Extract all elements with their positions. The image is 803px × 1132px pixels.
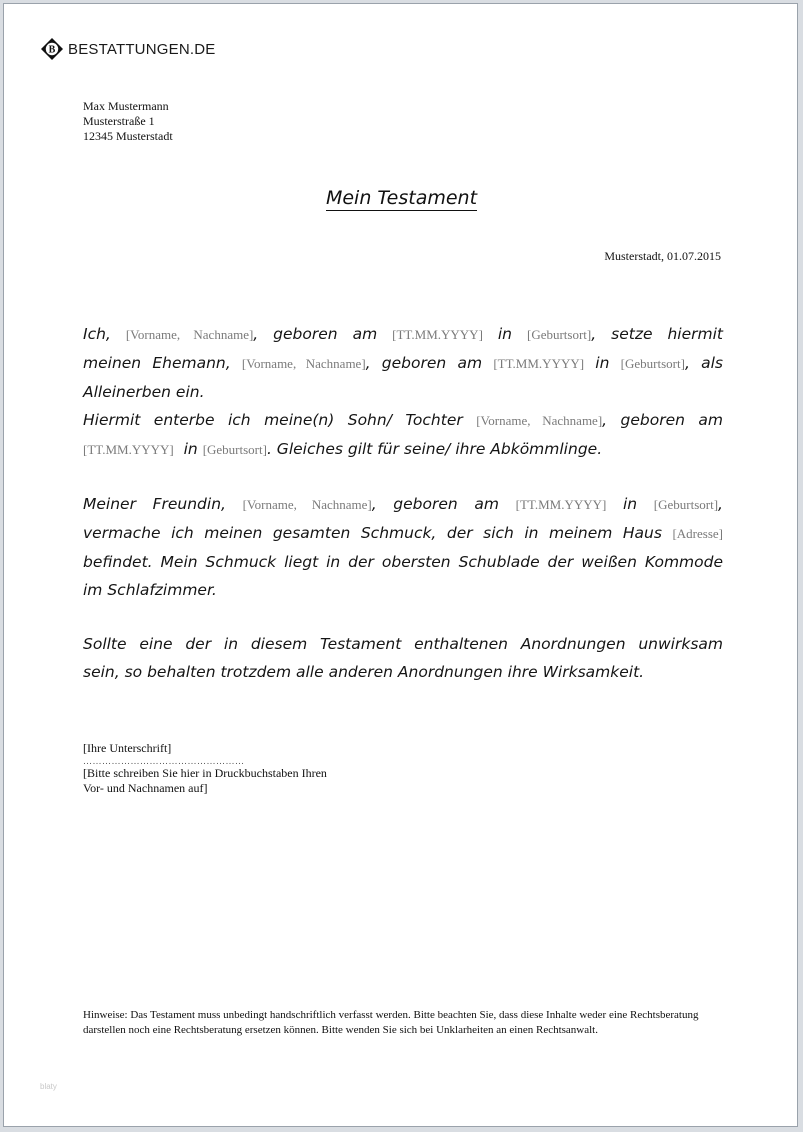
text-line: Hiermit enterbe ich meine(n) Sohn/ Tochter [Vorname, Nachname], geboren am bbox=[83, 411, 724, 429]
text-line: befindet. Mein Schmuck liegt in der obersten Schublade der weißen Kommode bbox=[83, 553, 723, 571]
svg-text:B: B bbox=[48, 44, 56, 56]
sender-city: 12345 Musterstadt bbox=[83, 129, 173, 143]
brand-name: BESTATTUNGEN.DE bbox=[68, 40, 216, 58]
sender-street: Musterstraße 1 bbox=[83, 114, 155, 128]
signature-dotted-line: …………………………………………… bbox=[83, 756, 245, 766]
text-line: Alleinerben ein. bbox=[83, 383, 205, 401]
signature-label: [Ihre Unterschrift] bbox=[83, 741, 172, 755]
print-name-hint: [Bitte schreiben Sie hier in Druckbuchstaben Ihren bbox=[83, 766, 327, 780]
document-page bbox=[3, 3, 798, 1127]
paragraph-heir bbox=[83, 320, 723, 464]
text-line: meinen Ehemann, [Vorname, Nachname], geboren am [TT.MM.YYYY] in [Geburtsort], als bbox=[83, 354, 723, 372]
document-title: Mein Testament bbox=[325, 187, 478, 209]
text-line: im Schlafzimmer. bbox=[83, 581, 217, 599]
place-date: Musterstadt, 01.07.2015 bbox=[604, 249, 721, 263]
sender-address bbox=[83, 99, 173, 144]
legal-notice: Hinweise: Das Testament muss unbedingt handschriftlich verfasst werden. Bitte beachten Sie, dass diese Inhalte weder eine Rechtsberatung darstellen noch eine Rechtsberatung ersetzen können. Bitte wenden Sie sich bei Unklarheiten an einen Rechtsanwalt. bbox=[83, 1009, 699, 1036]
brand-logo[interactable] bbox=[40, 37, 215, 61]
text-line: [TT.MM.YYYY] in [Geburtsort]. Gleiches gilt für seine/ ihre Abkömmlinge. bbox=[83, 440, 603, 458]
text-line: sein, so behalten trotzdem alle anderen Anordnungen ihre Wirksamkeit. bbox=[83, 663, 645, 681]
paragraph-severability bbox=[83, 630, 723, 686]
print-name-hint: Vor- und Nachnamen auf] bbox=[83, 781, 208, 795]
text-line: Sollte eine der in diesem Testament enthaltenen Anordnungen unwirksam bbox=[83, 635, 723, 653]
diamond-logo-icon bbox=[40, 37, 64, 61]
text-line: vermache ich meinen gesamten Schmuck, der sich in meinem Haus [Adresse] bbox=[83, 524, 723, 542]
watermark: blaty bbox=[40, 1082, 57, 1091]
signature-block bbox=[83, 741, 327, 796]
sender-name: Max Mustermann bbox=[83, 99, 169, 113]
paragraph-bequest bbox=[83, 490, 723, 604]
text-line: Ich, [Vorname, Nachname], geboren am [TT.MM.YYYY] in [Geburtsort], setze hiermit bbox=[83, 325, 723, 343]
text-line: Meiner Freundin, [Vorname, Nachname], geboren am [TT.MM.YYYY] in [Geburtsort], bbox=[83, 495, 723, 513]
